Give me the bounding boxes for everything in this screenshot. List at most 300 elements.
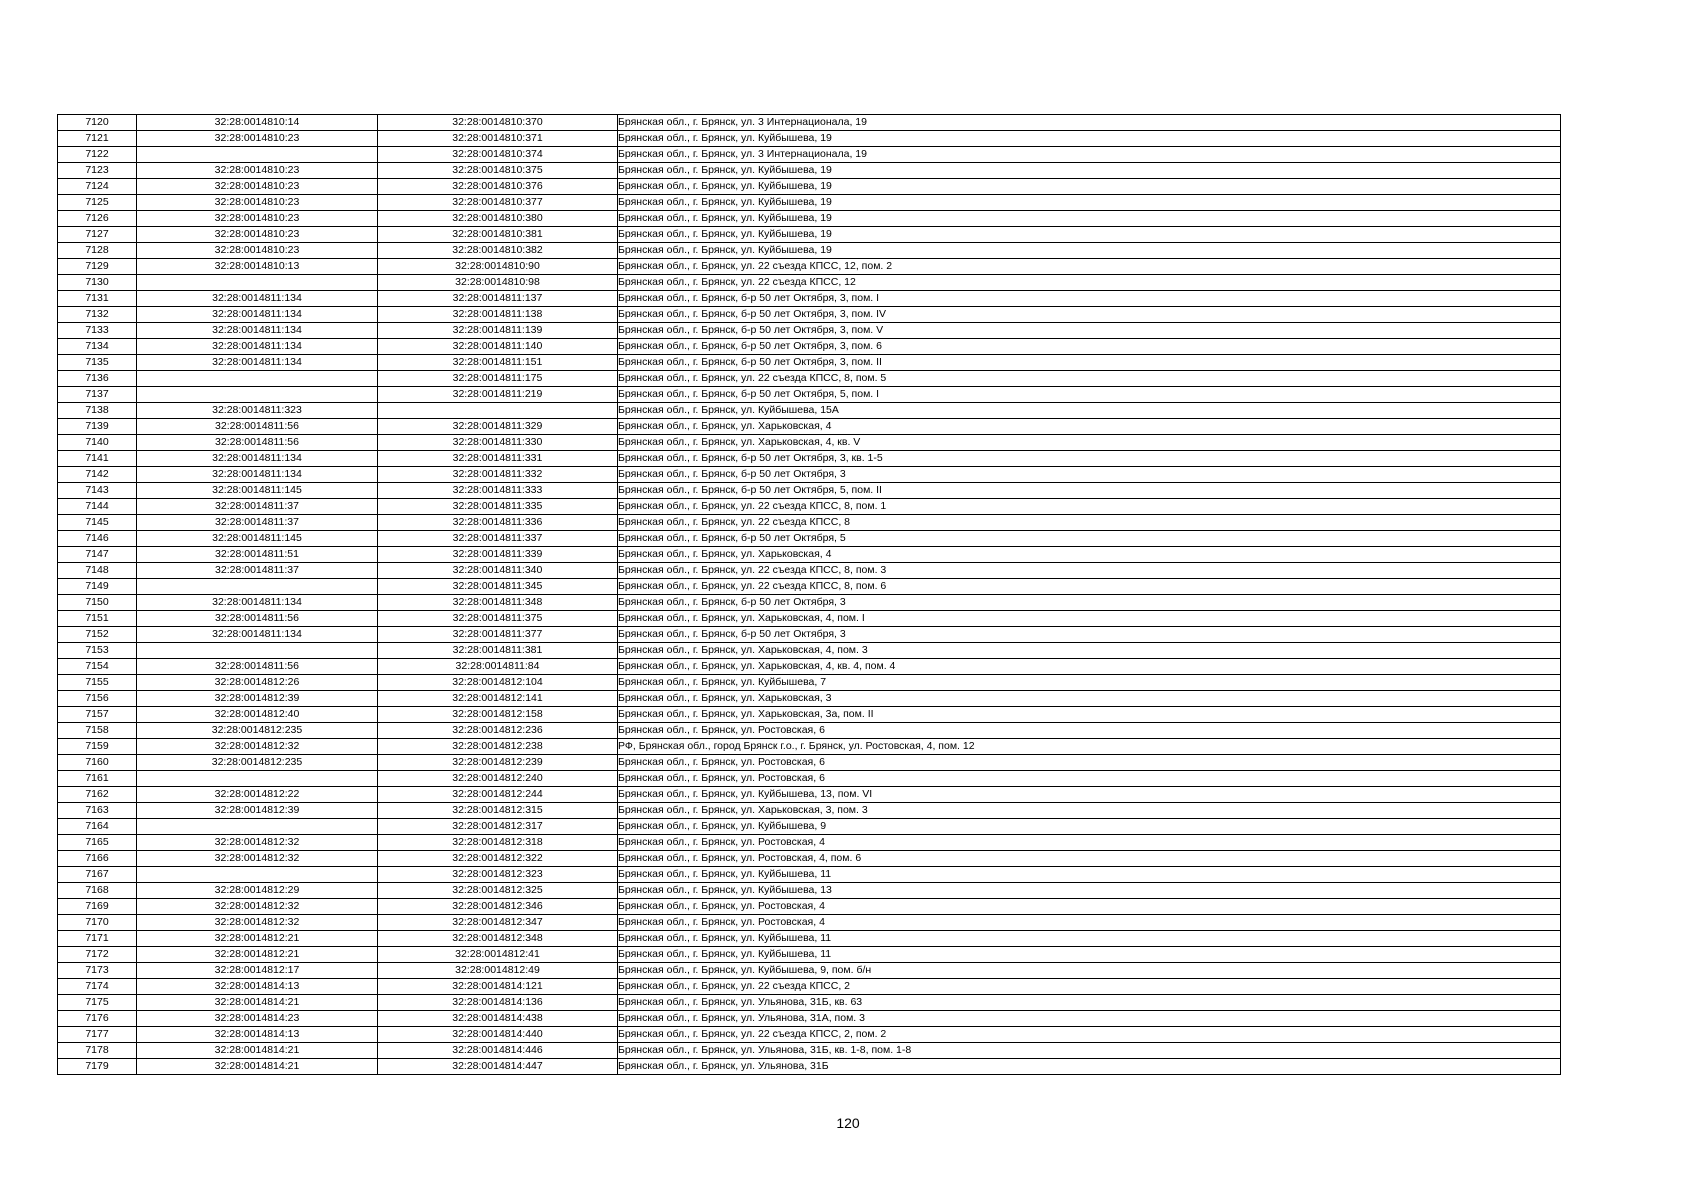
address-cell: Брянская обл., г. Брянск, ул. Харьковская, 4, кв. 4, пом. 4: [618, 659, 1561, 675]
object-cadastral-number-cell: 32:28:0014814:121: [378, 979, 618, 995]
object-cadastral-number-cell: 32:28:0014811:375: [378, 611, 618, 627]
row-number-cell: 7121: [58, 131, 137, 147]
table-row: [58, 963, 1561, 979]
table-row: [58, 947, 1561, 963]
table-row: [58, 1027, 1561, 1043]
row-number-cell: 7152: [58, 627, 137, 643]
land-cadastral-number-cell: 32:28:0014811:56: [137, 435, 378, 451]
land-cadastral-number-cell: 32:28:0014810:23: [137, 179, 378, 195]
address-cell: Брянская обл., г. Брянск, ул. Ростовская, 4: [618, 835, 1561, 851]
table-row: [58, 819, 1561, 835]
address-cell: Брянская обл., г. Брянск, ул. 22 съезда КПСС, 8, пом. 1: [618, 499, 1561, 515]
land-cadastral-number-cell: 32:28:0014812:235: [137, 723, 378, 739]
table-row: [58, 803, 1561, 819]
land-cadastral-number-cell: 32:28:0014812:21: [137, 931, 378, 947]
land-cadastral-number-cell: 32:28:0014811:37: [137, 499, 378, 515]
land-cadastral-number-cell: 32:28:0014814:23: [137, 1011, 378, 1027]
table-row: [58, 707, 1561, 723]
object-cadastral-number-cell: 32:28:0014810:380: [378, 211, 618, 227]
table-row: [58, 147, 1561, 163]
registry-body: [58, 115, 1561, 1075]
row-number-cell: 7148: [58, 563, 137, 579]
address-cell: Брянская обл., г. Брянск, ул. Куйбышева, 13, пом. VI: [618, 787, 1561, 803]
row-number-cell: 7168: [58, 883, 137, 899]
row-number-cell: 7135: [58, 355, 137, 371]
row-number-cell: 7140: [58, 435, 137, 451]
land-cadastral-number-cell: [137, 643, 378, 659]
table-row: [58, 675, 1561, 691]
table-row: [58, 275, 1561, 291]
object-cadastral-number-cell: 32:28:0014812:348: [378, 931, 618, 947]
table-row: [58, 339, 1561, 355]
row-number-cell: 7127: [58, 227, 137, 243]
object-cadastral-number-cell: 32:28:0014812:347: [378, 915, 618, 931]
row-number-cell: 7159: [58, 739, 137, 755]
object-cadastral-number-cell: 32:28:0014812:49: [378, 963, 618, 979]
land-cadastral-number-cell: 32:28:0014812:32: [137, 739, 378, 755]
table-row: [58, 611, 1561, 627]
object-cadastral-number-cell: 32:28:0014814:446: [378, 1043, 618, 1059]
object-cadastral-number-cell: 32:28:0014811:219: [378, 387, 618, 403]
address-cell: Брянская обл., г. Брянск, ул. Куйбышева, 15А: [618, 403, 1561, 419]
object-cadastral-number-cell: 32:28:0014812:315: [378, 803, 618, 819]
land-cadastral-number-cell: 32:28:0014811:134: [137, 307, 378, 323]
table-row: [58, 835, 1561, 851]
land-cadastral-number-cell: 32:28:0014811:134: [137, 451, 378, 467]
table-row: [58, 435, 1561, 451]
address-cell: Брянская обл., г. Брянск, ул. Ульянова, 31Б, кв. 63: [618, 995, 1561, 1011]
object-cadastral-number-cell: 32:28:0014814:440: [378, 1027, 618, 1043]
object-cadastral-number-cell: 32:28:0014810:381: [378, 227, 618, 243]
address-cell: Брянская обл., г. Брянск, ул. 3 Интернационала, 19: [618, 147, 1561, 163]
object-cadastral-number-cell: 32:28:0014810:376: [378, 179, 618, 195]
row-number-cell: 7167: [58, 867, 137, 883]
row-number-cell: 7134: [58, 339, 137, 355]
object-cadastral-number-cell: 32:28:0014811:140: [378, 339, 618, 355]
row-number-cell: 7145: [58, 515, 137, 531]
row-number-cell: 7157: [58, 707, 137, 723]
address-cell: Брянская обл., г. Брянск, б-р 50 лет Октября, 3, кв. 1-5: [618, 451, 1561, 467]
object-cadastral-number-cell: 32:28:0014814:447: [378, 1059, 618, 1075]
address-cell: Брянская обл., г. Брянск, ул. Харьковская, 4, пом. I: [618, 611, 1561, 627]
object-cadastral-number-cell: 32:28:0014811:340: [378, 563, 618, 579]
address-cell: Брянская обл., г. Брянск, б-р 50 лет Октября, 5, пом. II: [618, 483, 1561, 499]
object-cadastral-number-cell: 32:28:0014811:335: [378, 499, 618, 515]
address-cell: Брянская обл., г. Брянск, ул. Куйбышева, 11: [618, 931, 1561, 947]
table-row: [58, 931, 1561, 947]
land-cadastral-number-cell: 32:28:0014812:32: [137, 835, 378, 851]
land-cadastral-number-cell: 32:28:0014811:134: [137, 355, 378, 371]
table-row: [58, 883, 1561, 899]
row-number-cell: 7139: [58, 419, 137, 435]
table-row: [58, 483, 1561, 499]
address-cell: Брянская обл., г. Брянск, ул. 22 съезда КПСС, 2, пом. 2: [618, 1027, 1561, 1043]
address-cell: Брянская обл., г. Брянск, ул. Ростовская, 6: [618, 723, 1561, 739]
land-cadastral-number-cell: 32:28:0014810:23: [137, 227, 378, 243]
table-row: [58, 1059, 1561, 1075]
land-cadastral-number-cell: 32:28:0014811:37: [137, 563, 378, 579]
object-cadastral-number-cell: 32:28:0014812:236: [378, 723, 618, 739]
land-cadastral-number-cell: 32:28:0014811:134: [137, 467, 378, 483]
table-row: [58, 531, 1561, 547]
address-cell: Брянская обл., г. Брянск, б-р 50 лет Октября, 3: [618, 595, 1561, 611]
land-cadastral-number-cell: 32:28:0014812:32: [137, 899, 378, 915]
object-cadastral-number-cell: 32:28:0014811:339: [378, 547, 618, 563]
land-cadastral-number-cell: 32:28:0014812:29: [137, 883, 378, 899]
table-row: [58, 691, 1561, 707]
object-cadastral-number-cell: 32:28:0014811:330: [378, 435, 618, 451]
address-cell: Брянская обл., г. Брянск, ул. Куйбышева, 11: [618, 947, 1561, 963]
object-cadastral-number-cell: 32:28:0014810:377: [378, 195, 618, 211]
table-row: [58, 899, 1561, 915]
address-cell: Брянская обл., г. Брянск, ул. 22 съезда КПСС, 8: [618, 515, 1561, 531]
row-number-cell: 7129: [58, 259, 137, 275]
table-row: [58, 179, 1561, 195]
registry-sheet: [57, 114, 1560, 1075]
table-row: [58, 115, 1561, 131]
row-number-cell: 7132: [58, 307, 137, 323]
land-cadastral-number-cell: 32:28:0014814:21: [137, 1059, 378, 1075]
object-cadastral-number-cell: 32:28:0014811:84: [378, 659, 618, 675]
land-cadastral-number-cell: 32:28:0014811:51: [137, 547, 378, 563]
object-cadastral-number-cell: 32:28:0014812:346: [378, 899, 618, 915]
object-cadastral-number-cell: 32:28:0014811:139: [378, 323, 618, 339]
table-row: [58, 451, 1561, 467]
table-row: [58, 995, 1561, 1011]
object-cadastral-number-cell: 32:28:0014810:370: [378, 115, 618, 131]
row-number-cell: 7143: [58, 483, 137, 499]
land-cadastral-number-cell: 32:28:0014811:323: [137, 403, 378, 419]
row-number-cell: 7137: [58, 387, 137, 403]
address-cell: Брянская обл., г. Брянск, ул. Харьковская, 4: [618, 419, 1561, 435]
table-row: [58, 739, 1561, 755]
address-cell: Брянская обл., г. Брянск, ул. Куйбышева, 13: [618, 883, 1561, 899]
row-number-cell: 7122: [58, 147, 137, 163]
address-cell: Брянская обл., г. Брянск, ул. Ростовская, 6: [618, 755, 1561, 771]
row-number-cell: 7170: [58, 915, 137, 931]
address-cell: Брянская обл., г. Брянск, ул. Харьковская, 4: [618, 547, 1561, 563]
table-row: [58, 355, 1561, 371]
land-cadastral-number-cell: 32:28:0014810:23: [137, 195, 378, 211]
table-row: [58, 1011, 1561, 1027]
row-number-cell: 7150: [58, 595, 137, 611]
land-cadastral-number-cell: 32:28:0014812:21: [137, 947, 378, 963]
table-row: [58, 915, 1561, 931]
address-cell: Брянская обл., г. Брянск, ул. 22 съезда КПСС, 8, пом. 5: [618, 371, 1561, 387]
address-cell: Брянская обл., г. Брянск, ул. Ульянова, 31Б: [618, 1059, 1561, 1075]
address-cell: Брянская обл., г. Брянск, ул. 22 съезда КПСС, 8, пом. 6: [618, 579, 1561, 595]
object-cadastral-number-cell: 32:28:0014811:331: [378, 451, 618, 467]
row-number-cell: 7175: [58, 995, 137, 1011]
row-number-cell: 7176: [58, 1011, 137, 1027]
land-cadastral-number-cell: 32:28:0014812:39: [137, 803, 378, 819]
object-cadastral-number-cell: 32:28:0014812:240: [378, 771, 618, 787]
land-cadastral-number-cell: 32:28:0014812:235: [137, 755, 378, 771]
row-number-cell: 7156: [58, 691, 137, 707]
row-number-cell: 7178: [58, 1043, 137, 1059]
land-cadastral-number-cell: 32:28:0014810:23: [137, 131, 378, 147]
address-cell: Брянская обл., г. Брянск, ул. Куйбышева, 19: [618, 243, 1561, 259]
row-number-cell: 7174: [58, 979, 137, 995]
object-cadastral-number-cell: 32:28:0014811:175: [378, 371, 618, 387]
address-cell: Брянская обл., г. Брянск, б-р 50 лет Октября, 3, пом. II: [618, 355, 1561, 371]
row-number-cell: 7169: [58, 899, 137, 915]
row-number-cell: 7153: [58, 643, 137, 659]
land-cadastral-number-cell: 32:28:0014814:21: [137, 995, 378, 1011]
object-cadastral-number-cell: 32:28:0014811:348: [378, 595, 618, 611]
row-number-cell: 7120: [58, 115, 137, 131]
land-cadastral-number-cell: 32:28:0014811:134: [137, 291, 378, 307]
land-cadastral-number-cell: 32:28:0014811:134: [137, 323, 378, 339]
row-number-cell: 7133: [58, 323, 137, 339]
row-number-cell: 7144: [58, 499, 137, 515]
land-cadastral-number-cell: [137, 371, 378, 387]
table-row: [58, 595, 1561, 611]
object-cadastral-number-cell: 32:28:0014811:138: [378, 307, 618, 323]
table-row: [58, 787, 1561, 803]
row-number-cell: 7172: [58, 947, 137, 963]
address-cell: Брянская обл., г. Брянск, ул. Ростовская, 4, пом. 6: [618, 851, 1561, 867]
table-row: [58, 659, 1561, 675]
object-cadastral-number-cell: 32:28:0014810:374: [378, 147, 618, 163]
address-cell: Брянская обл., г. Брянск, ул. Харьковская, 3: [618, 691, 1561, 707]
table-row: [58, 755, 1561, 771]
address-cell: Брянская обл., г. Брянск, б-р 50 лет Октября, 5, пом. I: [618, 387, 1561, 403]
row-number-cell: 7151: [58, 611, 137, 627]
land-cadastral-number-cell: [137, 275, 378, 291]
address-cell: Брянская обл., г. Брянск, ул. Куйбышева, 19: [618, 131, 1561, 147]
address-cell: Брянская обл., г. Брянск, ул. 22 съезда КПСС, 2: [618, 979, 1561, 995]
object-cadastral-number-cell: 32:28:0014812:322: [378, 851, 618, 867]
table-row: [58, 371, 1561, 387]
table-row: [58, 547, 1561, 563]
land-cadastral-number-cell: 32:28:0014812:32: [137, 851, 378, 867]
land-cadastral-number-cell: 32:28:0014811:134: [137, 627, 378, 643]
row-number-cell: 7141: [58, 451, 137, 467]
row-number-cell: 7124: [58, 179, 137, 195]
address-cell: Брянская обл., г. Брянск, ул. Харьковская, 4, пом. 3: [618, 643, 1561, 659]
object-cadastral-number-cell: 32:28:0014814:438: [378, 1011, 618, 1027]
row-number-cell: 7163: [58, 803, 137, 819]
address-cell: Брянская обл., г. Брянск, ул. Харьковская, 3, пом. 3: [618, 803, 1561, 819]
land-cadastral-number-cell: 32:28:0014811:145: [137, 531, 378, 547]
object-cadastral-number-cell: [378, 403, 618, 419]
address-cell: Брянская обл., г. Брянск, ул. Ростовская, 6: [618, 771, 1561, 787]
land-cadastral-number-cell: [137, 579, 378, 595]
object-cadastral-number-cell: 32:28:0014811:336: [378, 515, 618, 531]
table-row: [58, 419, 1561, 435]
row-number-cell: 7123: [58, 163, 137, 179]
table-row: [58, 163, 1561, 179]
object-cadastral-number-cell: 32:28:0014811:381: [378, 643, 618, 659]
object-cadastral-number-cell: 32:28:0014810:98: [378, 275, 618, 291]
table-row: [58, 867, 1561, 883]
row-number-cell: 7147: [58, 547, 137, 563]
row-number-cell: 7154: [58, 659, 137, 675]
land-cadastral-number-cell: 32:28:0014811:134: [137, 339, 378, 355]
table-row: [58, 563, 1561, 579]
land-cadastral-number-cell: 32:28:0014812:39: [137, 691, 378, 707]
row-number-cell: 7130: [58, 275, 137, 291]
address-cell: Брянская обл., г. Брянск, ул. Куйбышева, 9: [618, 819, 1561, 835]
table-row: [58, 643, 1561, 659]
land-cadastral-number-cell: 32:28:0014811:56: [137, 659, 378, 675]
row-number-cell: 7164: [58, 819, 137, 835]
object-cadastral-number-cell: 32:28:0014812:141: [378, 691, 618, 707]
address-cell: Брянская обл., г. Брянск, ул. Куйбышева, 19: [618, 211, 1561, 227]
address-cell: Брянская обл., г. Брянск, ул. Харьковская, 3а, пом. II: [618, 707, 1561, 723]
table-row: [58, 579, 1561, 595]
object-cadastral-number-cell: 32:28:0014812:104: [378, 675, 618, 691]
table-row: [58, 1043, 1561, 1059]
land-cadastral-number-cell: 32:28:0014810:23: [137, 211, 378, 227]
land-cadastral-number-cell: 32:28:0014812:32: [137, 915, 378, 931]
land-cadastral-number-cell: [137, 147, 378, 163]
row-number-cell: 7161: [58, 771, 137, 787]
table-row: [58, 771, 1561, 787]
table-row: [58, 515, 1561, 531]
row-number-cell: 7162: [58, 787, 137, 803]
land-cadastral-number-cell: [137, 867, 378, 883]
table-row: [58, 387, 1561, 403]
row-number-cell: 7149: [58, 579, 137, 595]
land-cadastral-number-cell: 32:28:0014812:40: [137, 707, 378, 723]
row-number-cell: 7160: [58, 755, 137, 771]
row-number-cell: 7125: [58, 195, 137, 211]
object-cadastral-number-cell: 32:28:0014810:382: [378, 243, 618, 259]
address-cell: Брянская обл., г. Брянск, б-р 50 лет Октября, 5: [618, 531, 1561, 547]
land-cadastral-number-cell: 32:28:0014814:21: [137, 1043, 378, 1059]
table-row: [58, 195, 1561, 211]
table-row: [58, 131, 1561, 147]
object-cadastral-number-cell: 32:28:0014814:136: [378, 995, 618, 1011]
address-cell: Брянская обл., г. Брянск, ул. Куйбышева, 19: [618, 195, 1561, 211]
object-cadastral-number-cell: 32:28:0014812:323: [378, 867, 618, 883]
table-row: [58, 723, 1561, 739]
address-cell: Брянская обл., г. Брянск, ул. Куйбышева, 19: [618, 163, 1561, 179]
land-cadastral-number-cell: 32:28:0014811:134: [137, 595, 378, 611]
object-cadastral-number-cell: 32:28:0014812:244: [378, 787, 618, 803]
row-number-cell: 7131: [58, 291, 137, 307]
address-cell: Брянская обл., г. Брянск, ул. Ульянова, 31А, пом. 3: [618, 1011, 1561, 1027]
land-cadastral-number-cell: 32:28:0014811:56: [137, 611, 378, 627]
table-row: [58, 243, 1561, 259]
table-row: [58, 323, 1561, 339]
row-number-cell: 7128: [58, 243, 137, 259]
row-number-cell: 7173: [58, 963, 137, 979]
row-number-cell: 7142: [58, 467, 137, 483]
land-cadastral-number-cell: 32:28:0014811:145: [137, 483, 378, 499]
row-number-cell: 7138: [58, 403, 137, 419]
object-cadastral-number-cell: 32:28:0014812:317: [378, 819, 618, 835]
table-row: [58, 291, 1561, 307]
address-cell: Брянская обл., г. Брянск, б-р 50 лет Октября, 3: [618, 627, 1561, 643]
address-cell: Брянская обл., г. Брянск, ул. Куйбышева, 11: [618, 867, 1561, 883]
row-number-cell: 7171: [58, 931, 137, 947]
table-row: [58, 467, 1561, 483]
object-cadastral-number-cell: 32:28:0014812:158: [378, 707, 618, 723]
address-cell: Брянская обл., г. Брянск, б-р 50 лет Октября, 3, пом. V: [618, 323, 1561, 339]
address-cell: Брянская обл., г. Брянск, ул. Ростовская, 4: [618, 915, 1561, 931]
object-cadastral-number-cell: 32:28:0014811:332: [378, 467, 618, 483]
table-row: [58, 403, 1561, 419]
row-number-cell: 7177: [58, 1027, 137, 1043]
address-cell: РФ, Брянская обл., город Брянск г.о., г. Брянск, ул. Ростовская, 4, пом. 12: [618, 739, 1561, 755]
page-number: 120: [836, 1115, 860, 1131]
object-cadastral-number-cell: 32:28:0014812:239: [378, 755, 618, 771]
address-cell: Брянская обл., г. Брянск, б-р 50 лет Октября, 3, пом. IV: [618, 307, 1561, 323]
land-cadastral-number-cell: 32:28:0014812:17: [137, 963, 378, 979]
land-cadastral-number-cell: 32:28:0014810:23: [137, 243, 378, 259]
address-cell: Брянская обл., г. Брянск, ул. Куйбышева, 9, пом. б/н: [618, 963, 1561, 979]
land-cadastral-number-cell: [137, 819, 378, 835]
object-cadastral-number-cell: 32:28:0014810:90: [378, 259, 618, 275]
address-cell: Брянская обл., г. Брянск, б-р 50 лет Октября, 3, пом. 6: [618, 339, 1561, 355]
row-number-cell: 7146: [58, 531, 137, 547]
land-cadastral-number-cell: 32:28:0014812:22: [137, 787, 378, 803]
row-number-cell: 7166: [58, 851, 137, 867]
land-cadastral-number-cell: [137, 771, 378, 787]
address-cell: Брянская обл., г. Брянск, ул. 22 съезда КПСС, 12, пом. 2: [618, 259, 1561, 275]
table-row: [58, 307, 1561, 323]
row-number-cell: 7155: [58, 675, 137, 691]
object-cadastral-number-cell: 32:28:0014812:318: [378, 835, 618, 851]
land-cadastral-number-cell: 32:28:0014812:26: [137, 675, 378, 691]
address-cell: Брянская обл., г. Брянск, ул. Куйбышева, 19: [618, 179, 1561, 195]
land-cadastral-number-cell: 32:28:0014814:13: [137, 979, 378, 995]
row-number-cell: 7179: [58, 1059, 137, 1075]
table-row: [58, 851, 1561, 867]
land-cadastral-number-cell: 32:28:0014811:37: [137, 515, 378, 531]
address-cell: Брянская обл., г. Брянск, ул. 22 съезда КПСС, 8, пом. 3: [618, 563, 1561, 579]
table-row: [58, 227, 1561, 243]
object-cadastral-number-cell: 32:28:0014811:137: [378, 291, 618, 307]
table-row: [58, 211, 1561, 227]
object-cadastral-number-cell: 32:28:0014811:337: [378, 531, 618, 547]
object-cadastral-number-cell: 32:28:0014812:238: [378, 739, 618, 755]
object-cadastral-number-cell: 32:28:0014811:333: [378, 483, 618, 499]
address-cell: Брянская обл., г. Брянск, ул. Куйбышева, 7: [618, 675, 1561, 691]
table-row: [58, 627, 1561, 643]
land-cadastral-number-cell: [137, 387, 378, 403]
object-cadastral-number-cell: 32:28:0014810:375: [378, 163, 618, 179]
registry-table: [57, 114, 1561, 1075]
table-row: [58, 499, 1561, 515]
row-number-cell: 7136: [58, 371, 137, 387]
land-cadastral-number-cell: 32:28:0014810:13: [137, 259, 378, 275]
row-number-cell: 7126: [58, 211, 137, 227]
land-cadastral-number-cell: 32:28:0014811:56: [137, 419, 378, 435]
land-cadastral-number-cell: 32:28:0014814:13: [137, 1027, 378, 1043]
address-cell: Брянская обл., г. Брянск, ул. Харьковская, 4, кв. V: [618, 435, 1561, 451]
table-row: [58, 979, 1561, 995]
land-cadastral-number-cell: 32:28:0014810:23: [137, 163, 378, 179]
object-cadastral-number-cell: 32:28:0014810:371: [378, 131, 618, 147]
address-cell: Брянская обл., г. Брянск, ул. Ростовская, 4: [618, 899, 1561, 915]
address-cell: Брянская обл., г. Брянск, ул. Ульянова, 31Б, кв. 1-8, пом. 1-8: [618, 1043, 1561, 1059]
address-cell: Брянская обл., г. Брянск, ул. 3 Интернационала, 19: [618, 115, 1561, 131]
row-number-cell: 7165: [58, 835, 137, 851]
object-cadastral-number-cell: 32:28:0014811:345: [378, 579, 618, 595]
object-cadastral-number-cell: 32:28:0014811:377: [378, 627, 618, 643]
table-row: [58, 259, 1561, 275]
row-number-cell: 7158: [58, 723, 137, 739]
object-cadastral-number-cell: 32:28:0014811:329: [378, 419, 618, 435]
object-cadastral-number-cell: 32:28:0014812:41: [378, 947, 618, 963]
address-cell: Брянская обл., г. Брянск, ул. Куйбышева, 19: [618, 227, 1561, 243]
address-cell: Брянская обл., г. Брянск, б-р 50 лет Октября, 3: [618, 467, 1561, 483]
address-cell: Брянская обл., г. Брянск, б-р 50 лет Октября, 3, пом. I: [618, 291, 1561, 307]
